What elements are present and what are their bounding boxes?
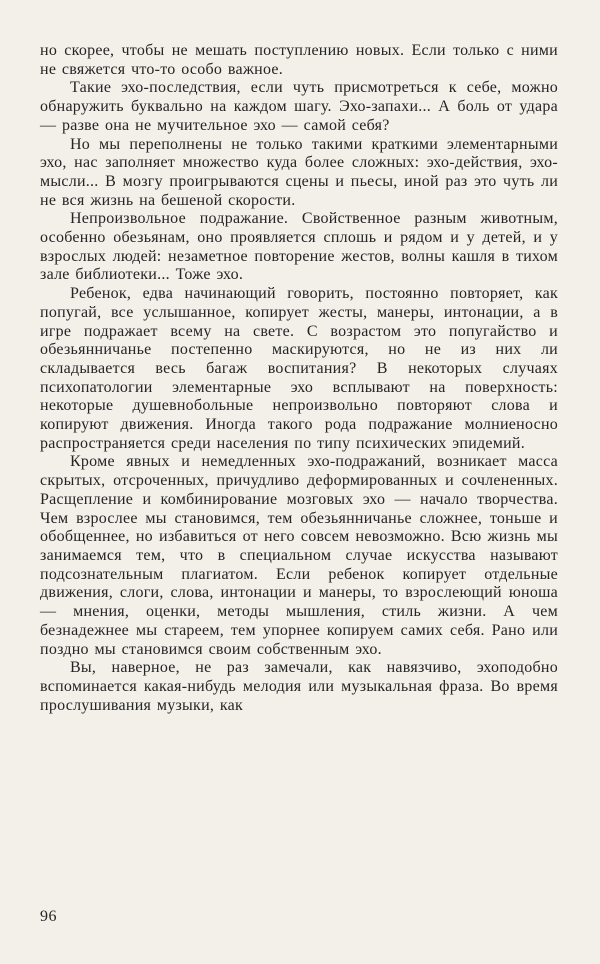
page-number: 96 xyxy=(40,908,57,925)
paragraph: Вы, наверное, не раз замечали, как навязчиво, эхоподобно вспоминается какая-нибудь мелодия или музыкальная фраза. Во время прослушивания музыки, как xyxy=(40,659,558,714)
paragraph: Но мы переполнены не только такими краткими элементарными эхо, нас заполняет множество куда более сложных: эхо-действия, эхо-мысли... В мозгу проигрываются сцены и пьесы, иной раз это чуть ли не вся жизнь на бешеной скорости. xyxy=(40,135,558,209)
paragraph: Кроме явных и немедленных эхо-подражаний, возникает масса скрытых, отсроченных, причудливо деформированных и сочлененных. Расщепление и комбинирование мозговых эхо — начало творчества. Чем взрослее мы становимся, тем обезьянничанье сложнее, тоньше и обобщеннее, но избавиться от него совсем невозможно. Всю жизнь мы занимаемся тем, что в специальном случае искусства называют подсознательным плагиатом. Если ребенок копирует отдельные движения, слоги, слова, интонации и манеры, то взрослеющий юноша — мнения, оценки, методы мышления, стиль жизни. А чем безнадежнее мы стареем, тем упорнее копируем самих себя. Рано или поздно мы становимся своим собственным эхо. xyxy=(40,453,558,658)
paragraph: Непроизвольное подражание. Свойственное разным животным, особенно обезьянам, оно проявляется сплошь и рядом и у детей, и у взрослых людей: незаметное повторение жестов, волны кашля в тихом зале библиотеки... Тоже эхо. xyxy=(40,210,558,284)
page-text xyxy=(40,42,558,715)
paragraph: но скорее, чтобы не мешать поступлению новых. Если только с ними не свяжется что-то особо важное. xyxy=(40,42,558,78)
paragraph: Ребенок, едва начинающий говорить, постоянно повторяет, как попугай, все услышанное, копирует жесты, манеры, интонации, а в игре подражает всему на свете. С возрастом это попугайство и обезьянничанье постепенно маскируются, но не из них ли складывается весь багаж воспитания? В некоторых случаях психопатологии элементарные эхо всплывают на поверхность: некоторые душевнобольные непроизвольно повторяют слова и копируют движения. Иногда такого рода подражание молниеносно распространяется среди населения по типу психических эпидемий. xyxy=(40,285,558,452)
paragraph: Такие эхо-последствия, если чуть присмотреться к себе, можно обнаружить буквально на каждом шагу. Эхо-запахи... А боль от удара — разве она не мучительное эхо — самой себя? xyxy=(40,79,558,134)
